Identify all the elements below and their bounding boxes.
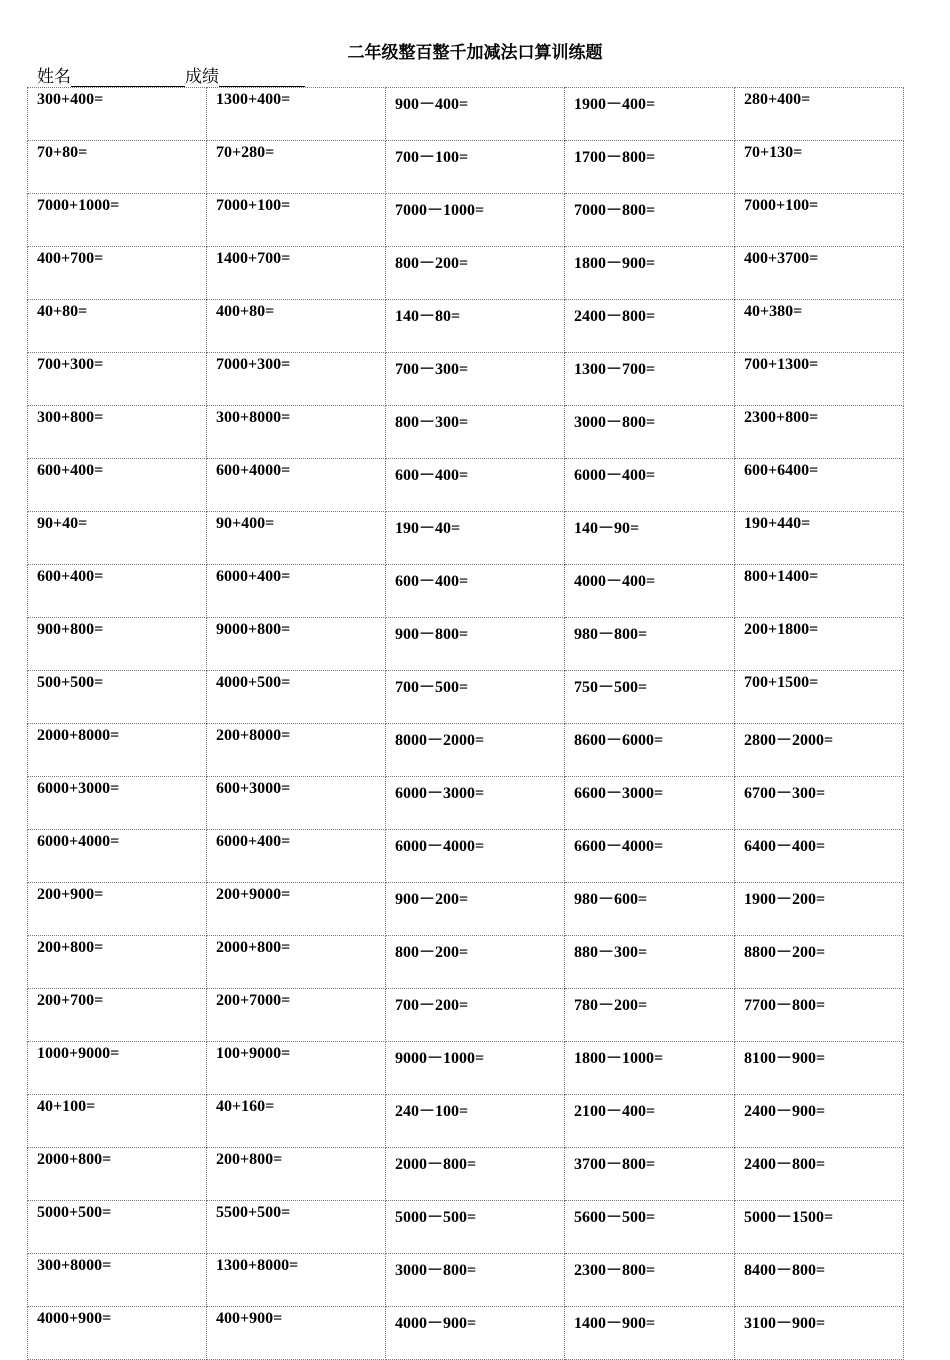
- exercise-cell: 1900－200=: [735, 883, 904, 936]
- exercise-cell: 8100－900=: [735, 1042, 904, 1095]
- exercise-cell: 4000+900=: [28, 1307, 207, 1360]
- exercise-cell: 1700－800=: [565, 141, 735, 194]
- exercise-cell: 2400－800=: [565, 300, 735, 353]
- exercise-cell: 1300+8000=: [207, 1254, 386, 1307]
- exercise-cell: 700－300=: [386, 353, 565, 406]
- exercise-cell: 7700－800=: [735, 989, 904, 1042]
- exercise-cell: 8000－2000=: [386, 724, 565, 777]
- exercise-cell: 2000－800=: [386, 1148, 565, 1201]
- page-title: 二年级整百整千加减法口算训练题: [347, 43, 603, 63]
- exercise-cell: 7000+300=: [207, 353, 386, 406]
- exercise-cell: 3000－800=: [386, 1254, 565, 1307]
- table-row: [28, 1307, 904, 1360]
- exercise-cell: 1800－1000=: [565, 1042, 735, 1095]
- student-info-line: [37, 62, 305, 87]
- exercise-cell: 8600－6000=: [565, 724, 735, 777]
- exercise-cell: 1300－700=: [565, 353, 735, 406]
- exercise-cell: 2800－2000=: [735, 724, 904, 777]
- exercise-cell: 7000－800=: [565, 194, 735, 247]
- exercise-cell: 5600－500=: [565, 1201, 735, 1254]
- table-row: [28, 671, 904, 724]
- exercise-cell: 190+440=: [735, 512, 904, 565]
- exercise-cell: 600+3000=: [207, 777, 386, 830]
- exercise-cell: 4000－900=: [386, 1307, 565, 1360]
- exercise-cell: 600+400=: [28, 459, 207, 512]
- exercise-cell: 700+1500=: [735, 671, 904, 724]
- exercise-cell: 2400－900=: [735, 1095, 904, 1148]
- exercise-cell: 90+40=: [28, 512, 207, 565]
- exercise-cell: 7000+1000=: [28, 194, 207, 247]
- exercise-cell: 900－400=: [386, 88, 565, 141]
- exercise-cell: 5500+500=: [207, 1201, 386, 1254]
- exercise-cell: 1900－400=: [565, 88, 735, 141]
- exercise-cell: 8400－800=: [735, 1254, 904, 1307]
- exercise-cell: 9000+800=: [207, 618, 386, 671]
- exercise-cell: 2100－400=: [565, 1095, 735, 1148]
- exercise-cell: 5000－1500=: [735, 1201, 904, 1254]
- table-row: [28, 989, 904, 1042]
- exercise-cell: 600+6400=: [735, 459, 904, 512]
- exercise-cell: 6000+400=: [207, 565, 386, 618]
- exercise-cell: 2300+800=: [735, 406, 904, 459]
- exercise-cell: 600+4000=: [207, 459, 386, 512]
- exercise-cell: 200+1800=: [735, 618, 904, 671]
- exercise-cell: 900－200=: [386, 883, 565, 936]
- exercise-cell: 200+700=: [28, 989, 207, 1042]
- exercise-cell: 4000+500=: [207, 671, 386, 724]
- table-row: [28, 353, 904, 406]
- exercise-cell: 880－300=: [565, 936, 735, 989]
- exercise-cell: 800－200=: [386, 247, 565, 300]
- exercise-cell: 240－100=: [386, 1095, 565, 1148]
- name-label: 姓名: [37, 67, 71, 87]
- table-row: [28, 1254, 904, 1307]
- exercise-cell: 700－100=: [386, 141, 565, 194]
- exercise-cell: 700+1300=: [735, 353, 904, 406]
- exercise-cell: 140－90=: [565, 512, 735, 565]
- exercise-cell: 2000+800=: [28, 1148, 207, 1201]
- exercise-cell: 9000－1000=: [386, 1042, 565, 1095]
- exercise-cell: 4000－400=: [565, 565, 735, 618]
- exercise-cell: 400+80=: [207, 300, 386, 353]
- exercise-cell: 7000－1000=: [386, 194, 565, 247]
- exercise-cell: 7000+100=: [207, 194, 386, 247]
- table-row: [28, 1042, 904, 1095]
- exercise-cell: 6600－4000=: [565, 830, 735, 883]
- exercise-cell: 140－80=: [386, 300, 565, 353]
- table-row: [28, 1148, 904, 1201]
- exercise-cell: 300+800=: [28, 406, 207, 459]
- exercise-cell: 2300－800=: [565, 1254, 735, 1307]
- exercise-cell: 300+8000=: [28, 1254, 207, 1307]
- exercise-cell: 600－400=: [386, 565, 565, 618]
- table-row: [28, 1201, 904, 1254]
- exercise-cell: 600－400=: [386, 459, 565, 512]
- exercise-cell: 600+400=: [28, 565, 207, 618]
- exercise-cell: 6000+4000=: [28, 830, 207, 883]
- exercise-cell: 6000－400=: [565, 459, 735, 512]
- exercise-cell: 200+8000=: [207, 724, 386, 777]
- exercise-cell: 3100－900=: [735, 1307, 904, 1360]
- exercise-cell: 40+380=: [735, 300, 904, 353]
- exercise-cell: 900+800=: [28, 618, 207, 671]
- exercise-cell: 300+400=: [28, 88, 207, 141]
- table-row: [28, 883, 904, 936]
- exercise-cell: 2000+800=: [207, 936, 386, 989]
- exercise-cell: 500+500=: [28, 671, 207, 724]
- score-blank[interactable]: [219, 68, 305, 87]
- exercise-cell: 1000+9000=: [28, 1042, 207, 1095]
- exercise-cell: 40+80=: [28, 300, 207, 353]
- exercise-cell: 800－300=: [386, 406, 565, 459]
- exercise-cell: 7000+100=: [735, 194, 904, 247]
- table-row: [28, 777, 904, 830]
- exercise-cell: 3000－800=: [565, 406, 735, 459]
- exercise-cell: 8800－200=: [735, 936, 904, 989]
- exercise-cell: 780－200=: [565, 989, 735, 1042]
- exercise-cell: 6000+3000=: [28, 777, 207, 830]
- exercise-cell: 1300+400=: [207, 88, 386, 141]
- exercise-cell: 6600－3000=: [565, 777, 735, 830]
- table-row: [28, 141, 904, 194]
- exercise-cell: 980－600=: [565, 883, 735, 936]
- exercise-cell: 5000+500=: [28, 1201, 207, 1254]
- exercise-cell: 200+7000=: [207, 989, 386, 1042]
- exercise-cell: 980－800=: [565, 618, 735, 671]
- exercise-cell: 1400+700=: [207, 247, 386, 300]
- table-row: [28, 936, 904, 989]
- exercise-cell: 70+130=: [735, 141, 904, 194]
- exercise-cell: 400+900=: [207, 1307, 386, 1360]
- exercise-cell: 70+280=: [207, 141, 386, 194]
- exercise-cell: 800－200=: [386, 936, 565, 989]
- table-row: [28, 512, 904, 565]
- exercise-cell: 750－500=: [565, 671, 735, 724]
- exercise-cell: 3700－800=: [565, 1148, 735, 1201]
- exercise-cell: 280+400=: [735, 88, 904, 141]
- exercise-cell: 800+1400=: [735, 565, 904, 618]
- table-row: [28, 300, 904, 353]
- exercise-cell: 900－800=: [386, 618, 565, 671]
- exercise-table: [27, 87, 904, 1360]
- exercise-cell: 700－500=: [386, 671, 565, 724]
- exercise-cell: 6700－300=: [735, 777, 904, 830]
- exercise-cell: 200+900=: [28, 883, 207, 936]
- exercise-cell: 200+800=: [207, 1148, 386, 1201]
- table-row: [28, 88, 904, 141]
- exercise-cell: 1800－900=: [565, 247, 735, 300]
- table-row: [28, 830, 904, 883]
- table-row: [28, 247, 904, 300]
- exercise-cell: 40+100=: [28, 1095, 207, 1148]
- name-blank[interactable]: [71, 68, 185, 87]
- exercise-cell: 70+80=: [28, 141, 207, 194]
- table-row: [28, 724, 904, 777]
- table-row: [28, 618, 904, 671]
- table-row: [28, 565, 904, 618]
- exercise-cell: 2000+8000=: [28, 724, 207, 777]
- exercise-table-body: [28, 88, 904, 1360]
- exercise-cell: 190－40=: [386, 512, 565, 565]
- exercise-cell: 400+3700=: [735, 247, 904, 300]
- exercise-cell: 700－200=: [386, 989, 565, 1042]
- table-row: [28, 1095, 904, 1148]
- exercise-cell: 6000－4000=: [386, 830, 565, 883]
- exercise-cell: 100+9000=: [207, 1042, 386, 1095]
- exercise-cell: 40+160=: [207, 1095, 386, 1148]
- exercise-cell: 400+700=: [28, 247, 207, 300]
- exercise-cell: 5000－500=: [386, 1201, 565, 1254]
- exercise-cell: 6000－3000=: [386, 777, 565, 830]
- exercise-cell: 1400－900=: [565, 1307, 735, 1360]
- table-row: [28, 194, 904, 247]
- exercise-cell: 200+9000=: [207, 883, 386, 936]
- score-label: 成绩: [185, 67, 219, 87]
- exercise-cell: 200+800=: [28, 936, 207, 989]
- table-row: [28, 406, 904, 459]
- exercise-cell: 300+8000=: [207, 406, 386, 459]
- exercise-cell: 6400－400=: [735, 830, 904, 883]
- exercise-cell: 6000+400=: [207, 830, 386, 883]
- exercise-cell: 700+300=: [28, 353, 207, 406]
- table-row: [28, 459, 904, 512]
- exercise-cell: 2400－800=: [735, 1148, 904, 1201]
- exercise-cell: 90+400=: [207, 512, 386, 565]
